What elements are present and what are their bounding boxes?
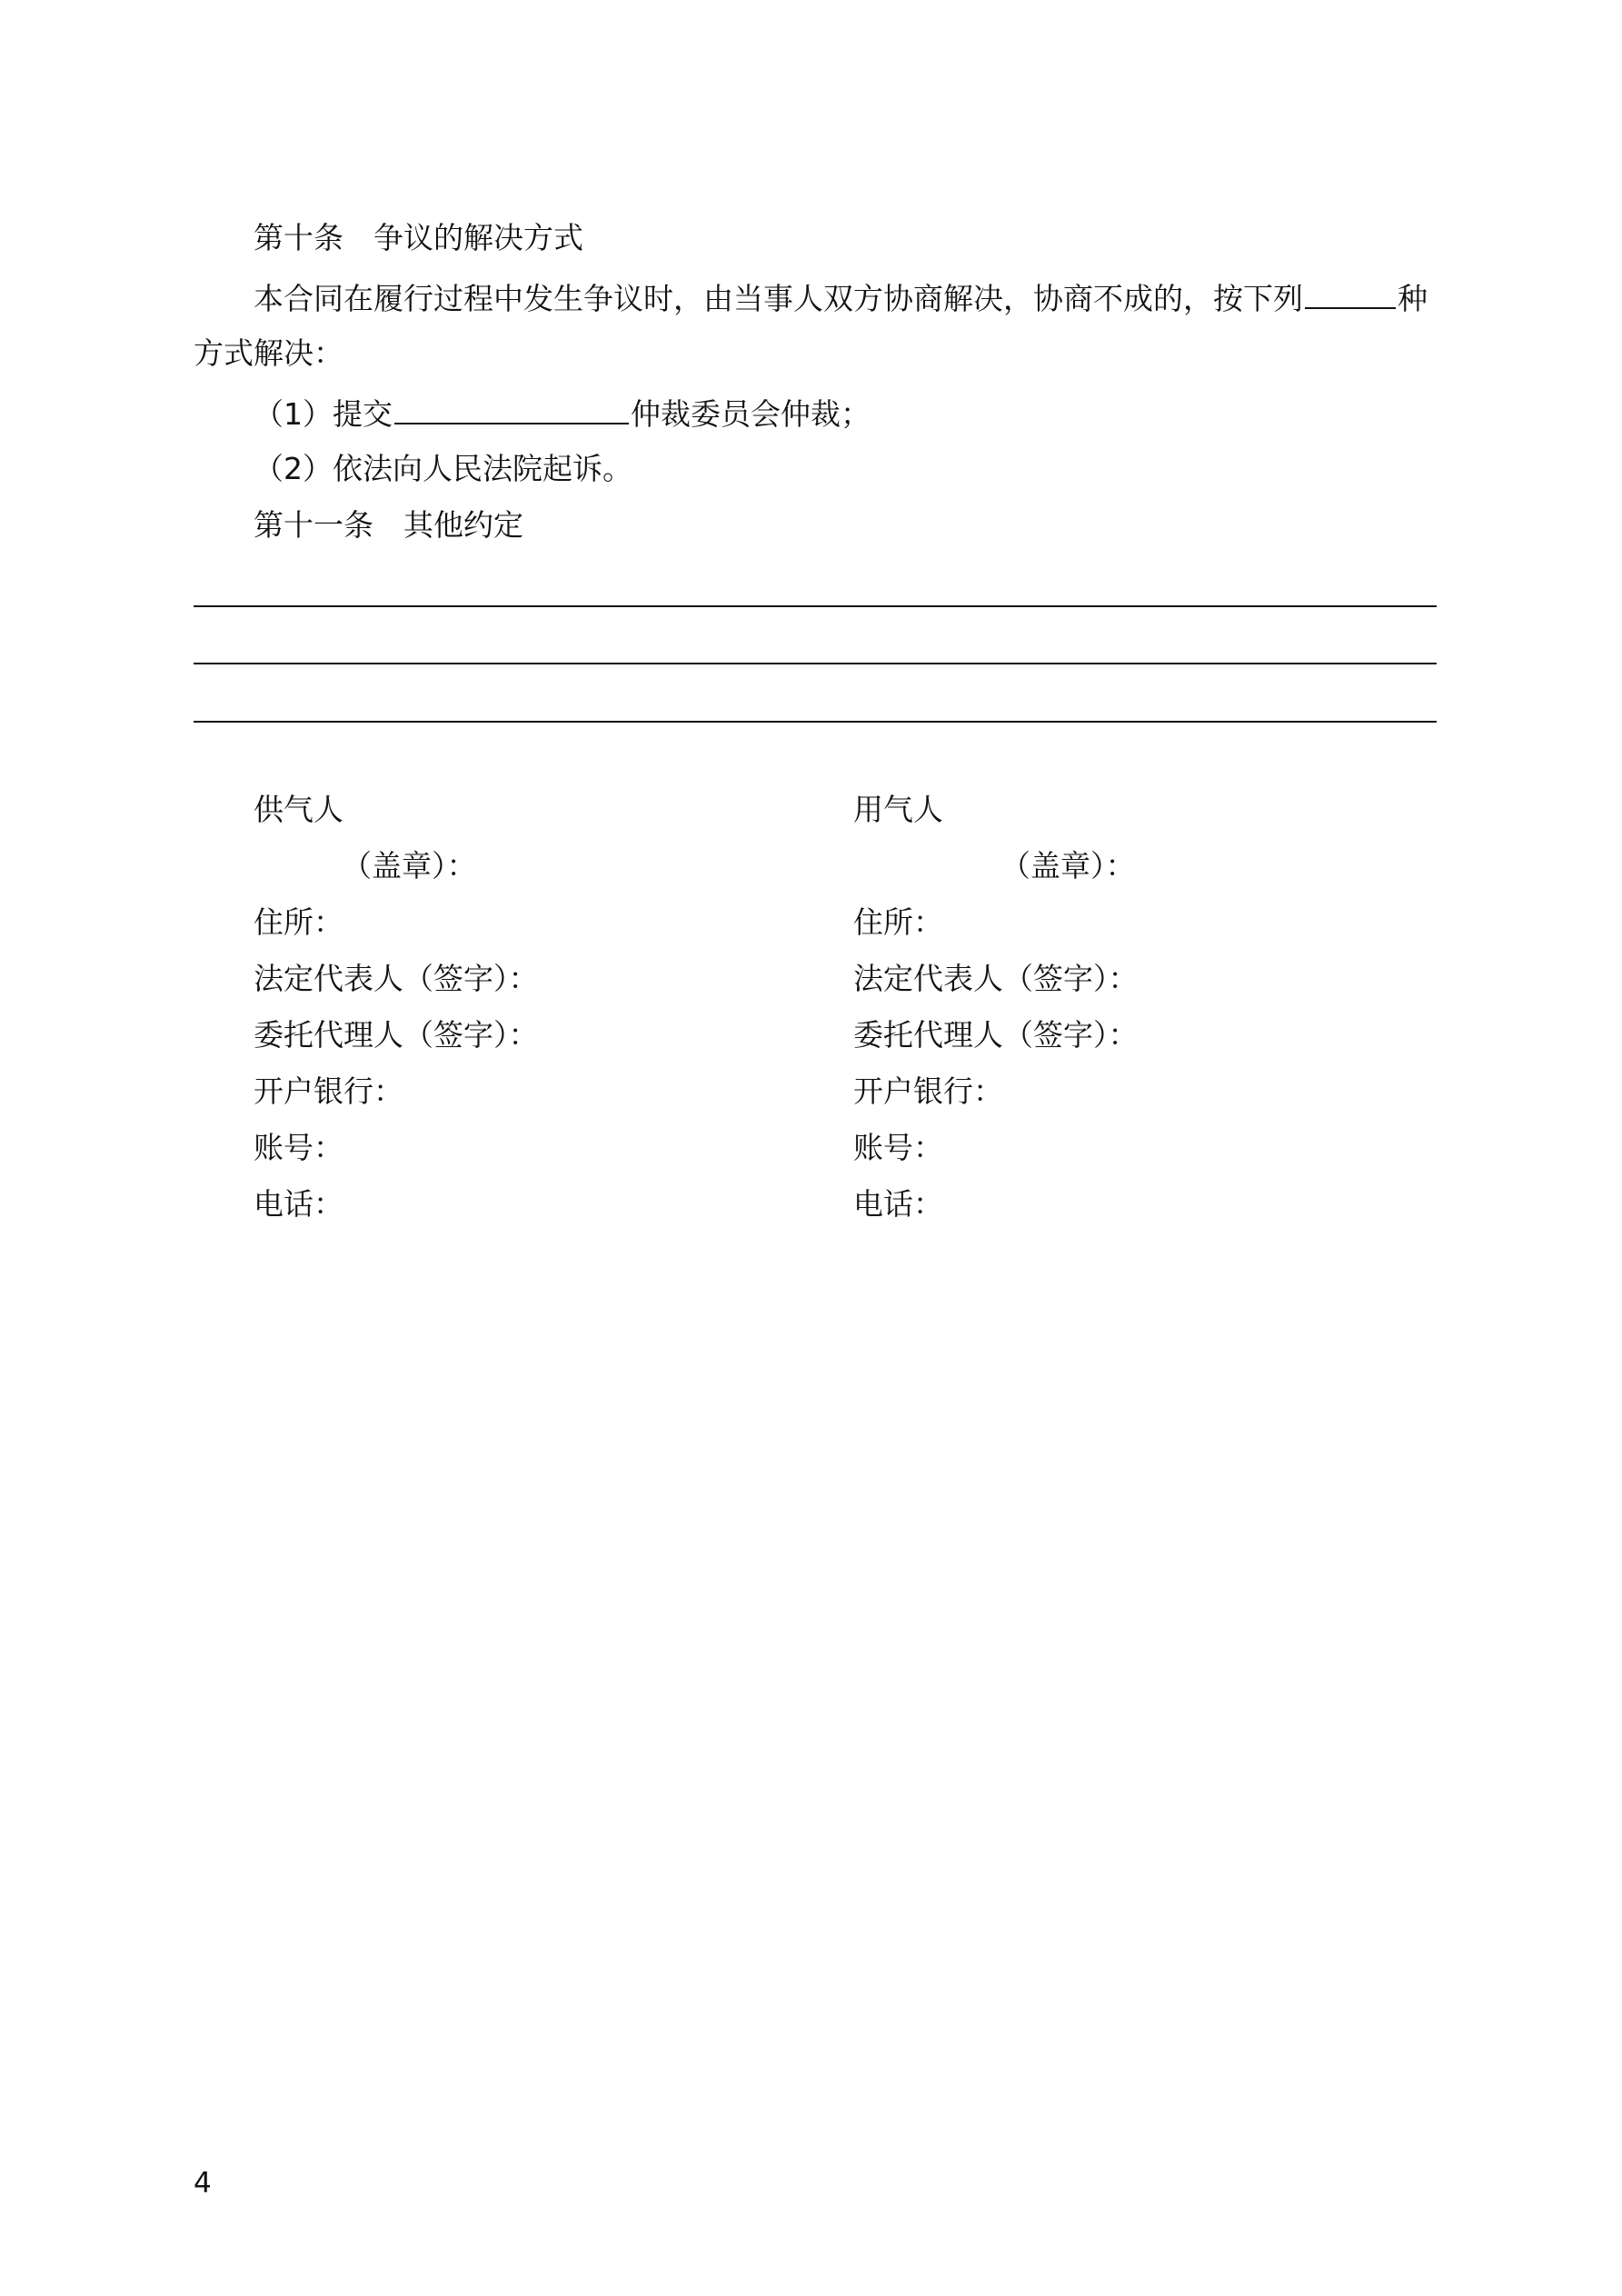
- supplier-party-label: 供气人: [254, 792, 343, 827]
- supplier-bank-field: 开户银行：: [254, 1073, 403, 1109]
- clause-10-option-2: （2）依法向人民法院起诉。: [254, 451, 632, 486]
- consumer-address-field: 住所：: [853, 904, 943, 940]
- consumer-seal-field: （盖章）：: [1000, 848, 1136, 883]
- supplier-address-field: 住所：: [254, 904, 343, 940]
- clause-10-heading: 第十条 争议的解决方式: [254, 220, 583, 255]
- consumer-account-field: 账号：: [853, 1130, 943, 1165]
- supplier-account-field: 账号：: [254, 1130, 343, 1165]
- method-count-blank: [1305, 276, 1396, 309]
- clause-10-paragraph-end: 种: [1398, 281, 1428, 316]
- supplier-seal-field: （盖章）：: [342, 848, 477, 883]
- consumer-agent-field: 委托代理人（签字）：: [853, 1017, 1139, 1053]
- consumer-phone-field: 电话：: [853, 1186, 943, 1222]
- arbitration-commission-blank: [394, 392, 629, 424]
- supplier-agent-field: 委托代理人（签字）：: [254, 1017, 539, 1053]
- consumer-legal-rep-field: 法定代表人（签字）：: [853, 961, 1139, 996]
- supplier-legal-rep-field: 法定代表人（签字）：: [254, 961, 539, 996]
- consumer-bank-field: 开户银行：: [853, 1073, 1003, 1109]
- supplier-phone-field: 电话：: [254, 1186, 343, 1222]
- other-agreement-line-3: [194, 721, 1437, 723]
- clause-10-paragraph-continued: 方式解决：: [194, 335, 343, 371]
- other-agreement-line-2: [194, 663, 1437, 664]
- page-number: 4: [194, 2167, 212, 2200]
- clause-10-paragraph-text: 本合同在履行过程中发生争议时，由当事人双方协商解决，协商不成的，按下列: [254, 281, 1303, 316]
- option-1-suffix: 仲裁委员会仲裁；: [631, 396, 871, 432]
- consumer-party-label: 用气人: [853, 792, 943, 827]
- clause-10-option-1: [254, 392, 871, 434]
- clause-11-heading: 第十一条 其他约定: [254, 507, 523, 543]
- clause-10-paragraph: [254, 276, 1428, 319]
- other-agreement-line-1: [194, 605, 1437, 607]
- option-1-prefix: （1）提交: [254, 396, 393, 432]
